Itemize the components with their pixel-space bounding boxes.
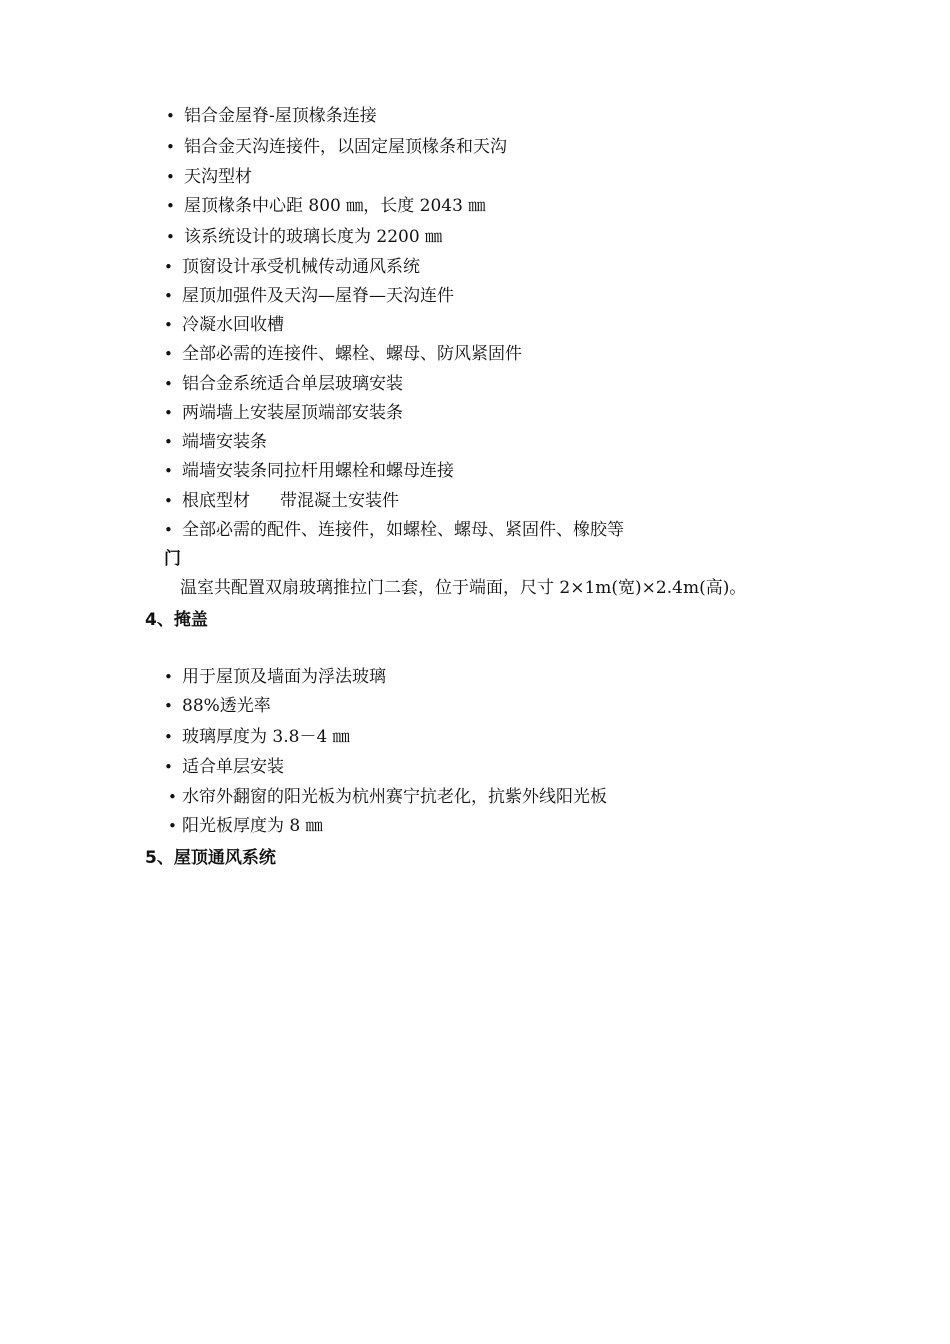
list-item-text: 该系统设计的玻璃长度为 2200 ㎜	[184, 227, 443, 247]
bullet: •	[164, 728, 173, 746]
list-item	[164, 666, 386, 688]
list-item	[164, 519, 624, 541]
list-item-text: 带混凝土安装件	[280, 491, 399, 511]
bullet: •	[166, 138, 175, 156]
list-item-text: 屋顶加强件及天沟—屋脊—天沟连件	[182, 286, 454, 306]
door-heading: 门	[164, 549, 181, 569]
list-item-text: 阳光板厚度为 8 ㎜	[182, 816, 323, 836]
bullet: •	[164, 287, 173, 305]
list-item-text: 两端墙上安装屋顶端部安装条	[182, 403, 403, 423]
list-item-text: 用于屋顶及墙面为浮法玻璃	[182, 667, 386, 687]
bullet: •	[164, 668, 173, 686]
bullet: •	[164, 521, 173, 539]
list-item	[166, 195, 485, 217]
list-item	[164, 431, 267, 453]
list-item	[166, 105, 377, 127]
bullet: •	[168, 817, 177, 835]
list-item-text: 水帘外翻窗的阳光板为杭州赛宁抗老化，抗紫外线阳光板	[182, 787, 607, 807]
list-item	[168, 786, 607, 808]
list-item-text: 适合单层安装	[182, 757, 284, 777]
list-item-text: 铝合金屋脊-屋顶椽条连接	[184, 106, 377, 126]
list-item-text: 屋顶椽条中心距 800 ㎜，长度 2043 ㎜	[184, 196, 486, 216]
list-item-text: 88%透光率	[182, 696, 271, 716]
bullet: •	[164, 375, 173, 393]
bullet: •	[166, 168, 175, 186]
list-item-text: 端墙安装条	[182, 432, 267, 452]
bullet: •	[164, 758, 173, 776]
bullet: •	[164, 258, 173, 276]
bullet: •	[164, 345, 173, 363]
list-item	[164, 256, 420, 278]
list-item	[164, 402, 403, 424]
list-item	[166, 166, 252, 188]
list-item	[164, 726, 350, 748]
list-item	[164, 460, 454, 482]
bullet: •	[164, 404, 173, 422]
list-item-text: 全部必需的连接件、螺栓、螺母、防风紧固件	[182, 344, 522, 364]
bullet: •	[164, 697, 173, 715]
list-item	[166, 136, 507, 158]
bullet: •	[164, 433, 173, 451]
list-item	[164, 756, 284, 778]
list-item-text: 铝合金系统适合单层玻璃安装	[182, 374, 403, 394]
bullet: •	[166, 107, 175, 125]
door-paragraph: 温室共配置双扇玻璃推拉门二套，位于端面，尺寸 2×1m(宽)×2.4m(高)。	[180, 578, 747, 598]
bullet: •	[166, 228, 175, 246]
bullet: •	[166, 197, 175, 215]
bullet: •	[164, 462, 173, 480]
list-item-text: 铝合金天沟连接件，以固定屋顶椽条和天沟	[184, 137, 507, 157]
list-item	[164, 695, 271, 717]
section-5-heading: 5、屋顶通风系统	[145, 848, 276, 868]
bullet: •	[164, 316, 173, 334]
section-4-heading: 4、掩盖	[145, 610, 208, 630]
list-item	[164, 490, 399, 512]
list-item-text: 顶窗设计承受机械传动通风系统	[182, 257, 420, 277]
list-item	[168, 815, 323, 837]
list-item	[164, 314, 284, 336]
list-item	[164, 373, 403, 395]
list-item-text: 玻璃厚度为 3.8－4 ㎜	[182, 727, 350, 747]
list-item	[164, 285, 454, 307]
bullet: •	[164, 492, 173, 510]
list-item	[166, 226, 442, 248]
list-item-text: 全部必需的配件、连接件，如螺栓、螺母、紧固件、橡胶等	[182, 520, 624, 540]
bullet: •	[168, 788, 177, 806]
list-item	[164, 343, 522, 365]
list-item-text: 天沟型材	[184, 167, 252, 187]
list-item-text: 端墙安装条同拉杆用螺栓和螺母连接	[182, 461, 454, 481]
list-item-text: 根底型材	[182, 491, 250, 511]
list-item-text: 冷凝水回收槽	[182, 315, 284, 335]
